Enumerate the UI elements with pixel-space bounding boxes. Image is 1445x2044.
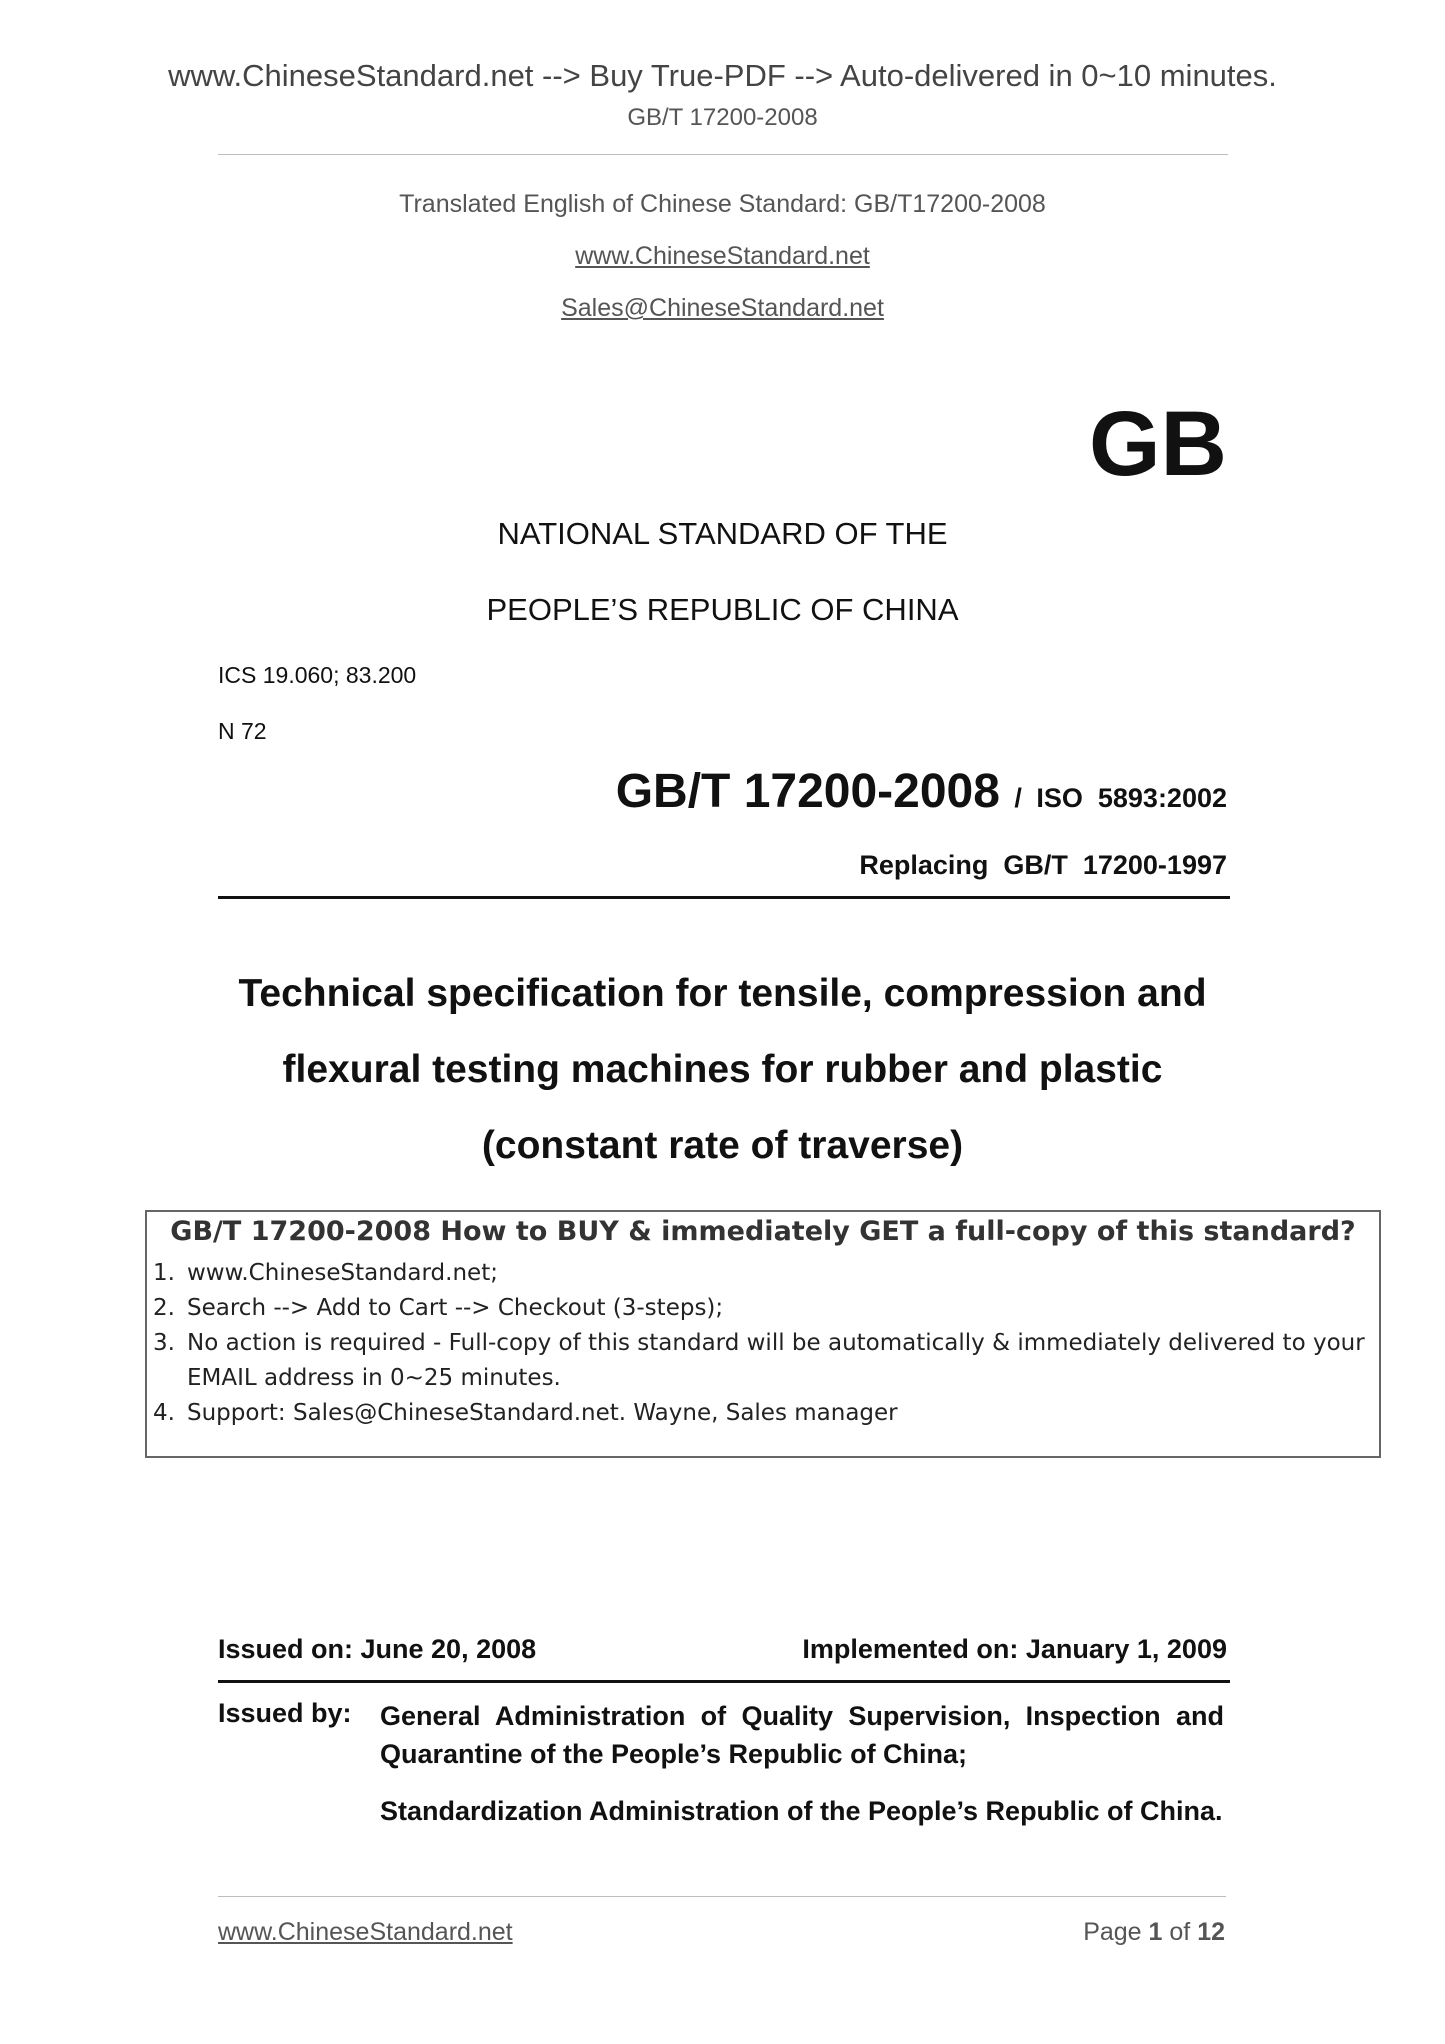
national-standard-line1: NATIONAL STANDARD OF THE [497,516,948,551]
purchase-info-box [145,1210,1381,1458]
header-banner: www.ChineseStandard.net --> Buy True-PDF --> Auto-delivered in 0~10 minutes. [168,58,1277,93]
purchase-step: 3. No action is required - Full-copy of this standard will be automatically & immediately delivered to your EMAIL address in 0~25 minutes. [153,1330,1365,1391]
step-text: No action is required - Full-copy of this standard will be automatically & immediately delivered to your EMAIL address in 0~25 minutes. [187,1330,1365,1391]
email-link[interactable]: Sales@ChineseStandard.net [561,294,884,322]
step-text: Support: Sales@ChineseStandard.net. Wayne, Sales manager [187,1400,898,1426]
national-standard-line2: PEOPLE’S REPUBLIC OF CHINA [486,592,959,627]
number-slash: / [1014,783,1022,813]
footer-divider [218,1896,1226,1897]
issuer-1: General Administration of Quality Supervision, Inspection and Quarantine of the People’s Republic of China; [380,1701,1224,1769]
ccs-code: N 72 [218,718,267,744]
header-code: GB/T 17200-2008 [627,104,818,131]
purchase-heading: GB/T 17200-2008 How to BUY & immediately GET a full-copy of this standard? [170,1216,1356,1247]
step-website-link[interactable]: www.ChineseStandard.net; [187,1260,498,1286]
purchase-step: 1. www.ChineseStandard.net; [153,1260,498,1286]
implemented-on: Implemented on: January 1, 2009 [802,1634,1227,1664]
issuer-2: Standardization Administration of the People’s Republic of China. [380,1796,1223,1826]
translation-line: Translated English of Chinese Standard: GB/T17200-2008 [399,190,1046,218]
page-current: 1 [1148,1918,1163,1946]
step-text: Search --> Add to Cart --> Checkout (3-steps); [187,1295,724,1321]
page-number: Page 1 of 12 [1083,1918,1225,1946]
replacing-line: Replacing GB/T 17200-1997 [859,850,1227,880]
gbt-number: GB/T 17200-2008 [615,765,1000,818]
website-link[interactable]: www.ChineseStandard.net [575,242,870,270]
footer-website-link[interactable]: www.ChineseStandard.net [218,1918,513,1946]
issued-by-label: Issued by: [218,1698,352,1728]
header-divider [218,154,1228,155]
title-line3: (constant rate of traverse) [481,1124,964,1167]
ics-code: ICS 19.060; 83.200 [218,662,417,688]
title-line1: Technical specification for tensile, compression and [238,972,1207,1015]
purchase-steps [147,1256,1379,1431]
page-total: 12 [1197,1918,1225,1946]
purchase-step: 4. Support: Sales@ChineseStandard.net. Wayne, Sales manager [153,1400,898,1426]
title-line2: flexural testing machines for rubber and plastic [282,1048,1163,1091]
iso-number: 5893:2002 [1097,783,1227,813]
issued-on: Issued on: June 20, 2008 [218,1634,537,1664]
issue-divider [218,1680,1230,1683]
iso-prefix: ISO [1036,783,1098,813]
purchase-step: 2. Search --> Add to Cart --> Checkout (3-steps); [153,1295,724,1321]
title-divider [218,896,1230,899]
standard-number [616,764,1227,819]
gb-mark: GB [1089,393,1227,495]
